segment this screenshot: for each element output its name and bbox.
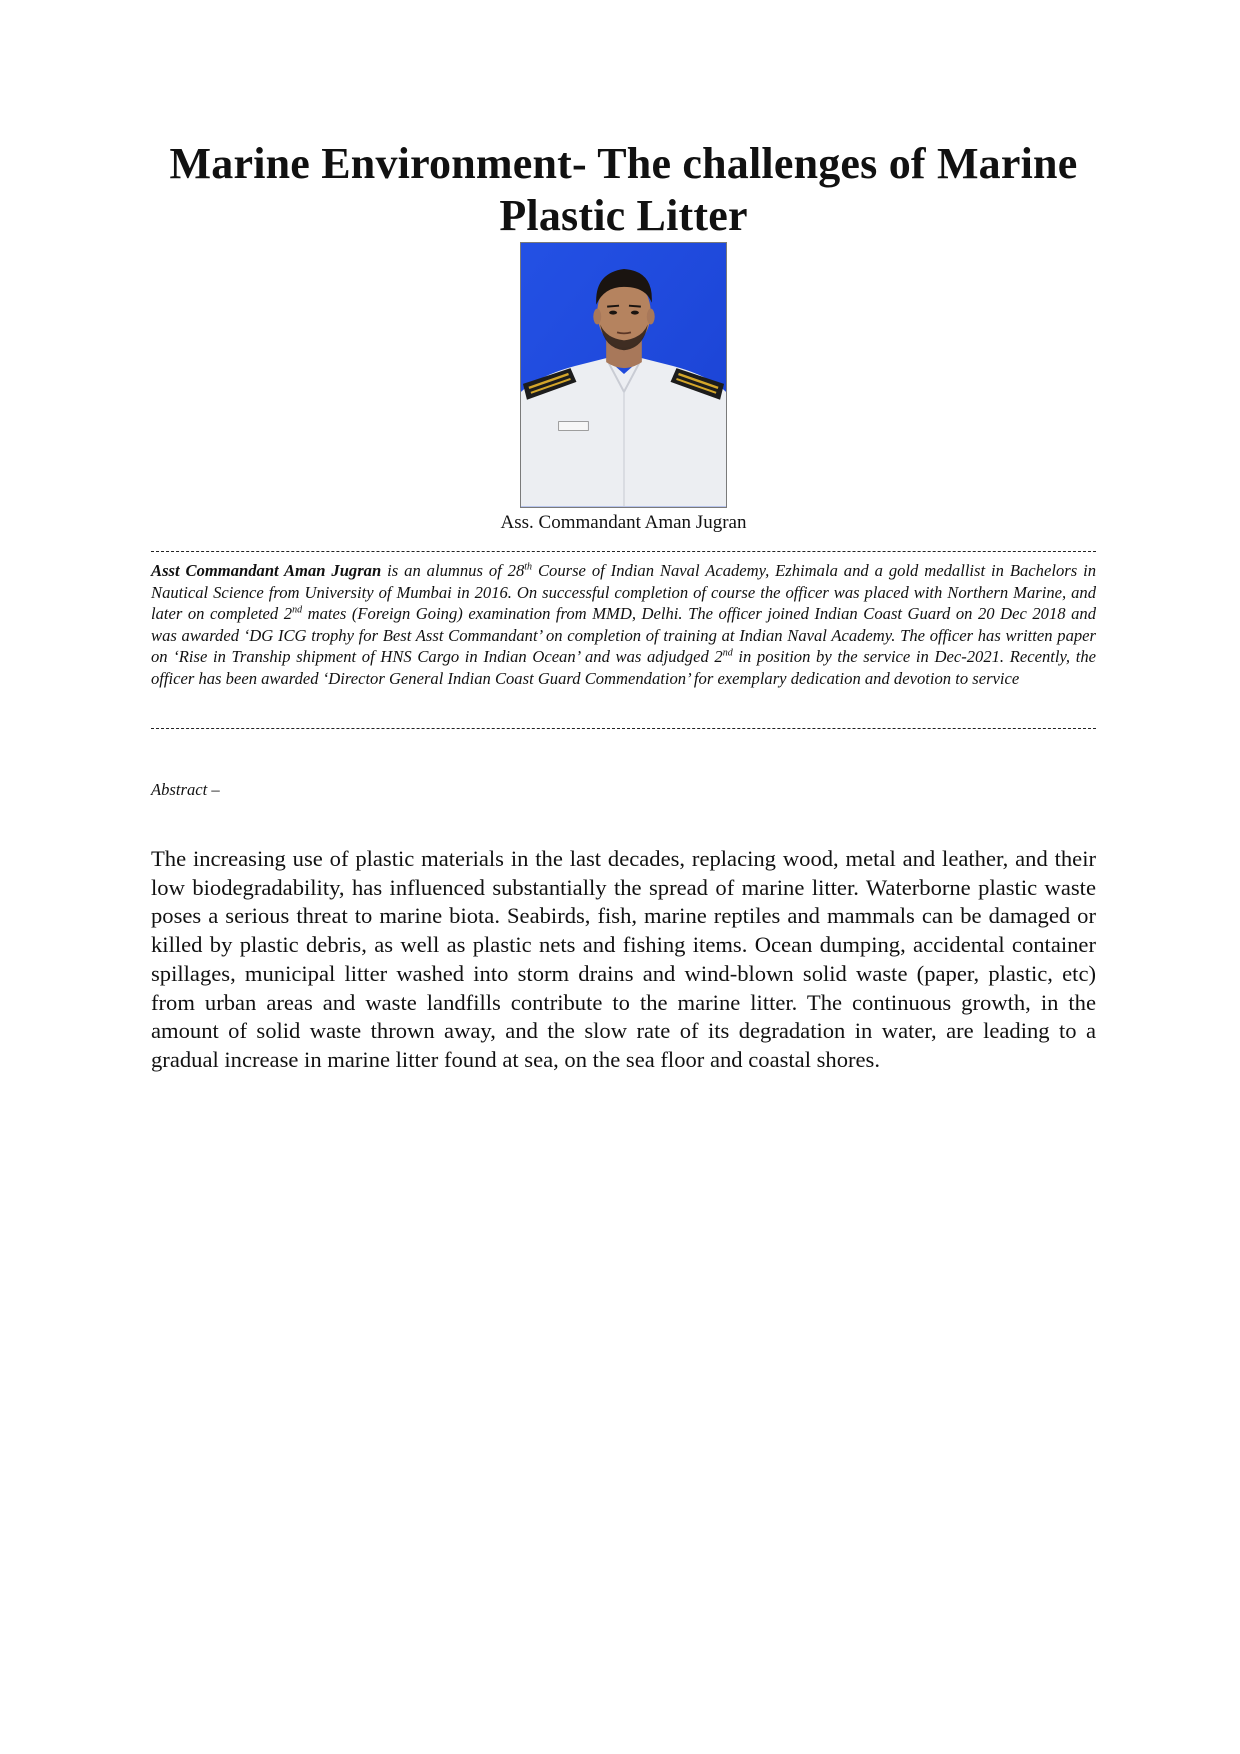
author-name: Asst Commandant Aman Jugran [151,561,382,580]
bio-superscript-3: nd [722,647,733,659]
author-photo [520,242,727,508]
author-bio [151,560,1096,690]
abstract-label: Abstract – [151,780,220,799]
bottom-dashed-divider [151,728,1096,729]
bio-text-3: mates (Foreign Going) examination from MMD, Delhi. The officer joined Indian Coast Guard on 20 Dec 2018 and was awarded ‘DG ICG trophy for Best Asst Commandant’ on completion of training at Indian Naval Academy. The officer has written paper on ‘Rise in Tranship shipment of HNS Cargo in Indian Ocean’ and was adjudged 2 [151,604,1096,667]
bio-text-1: is an alumnus of 28 [381,561,525,580]
author-portrait-image [521,243,726,507]
bio-superscript-1: th [524,561,533,573]
abstract-paragraph: The increasing use of plastic materials in the last decades, replacing wood, metal and leather, and their low biodegradability, has influenced substantially the spread of marine litter. Waterborne plastic waste poses a serious threat to marine biota. Seabirds, fish, marine reptiles and mammals can be damaged or killed by plastic debris, as well as plastic nets and fishing items. Ocean dumping, accidental container spillages, municipal litter washed into storm drains and wind-blown solid waste (paper, plastic, etc) from urban areas and waste landfills contribute to the marine litter. The continuous growth, in the amount of solid waste thrown away, and the slow rate of its degradation in water, are leading to a gradual increase in marine litter found at sea, on the sea floor and coastal shores. [151,846,1096,1072]
photo-caption: Ass. Commandant Aman Jugran [500,512,747,533]
bio-text-4: in position by the service in Dec-2021. Recently, the officer has been awarded ‘Director General Indian Coast Guard Commendation’ for exemplary dedication and devotion to service [151,647,1096,688]
top-dashed-divider [151,551,1096,552]
bio-text-2: Course of Indian Naval Academy, Ezhimala and a gold medallist in Bachelors in Nautical Science from University of Mumbai in 2016. On successful completion of course the officer was placed with Northern Marine, and later on completed 2 [151,561,1096,624]
article-title: Marine Environment- The challenges of Marine Plastic Litter [169,139,1078,240]
bio-superscript-2: nd [292,604,303,616]
